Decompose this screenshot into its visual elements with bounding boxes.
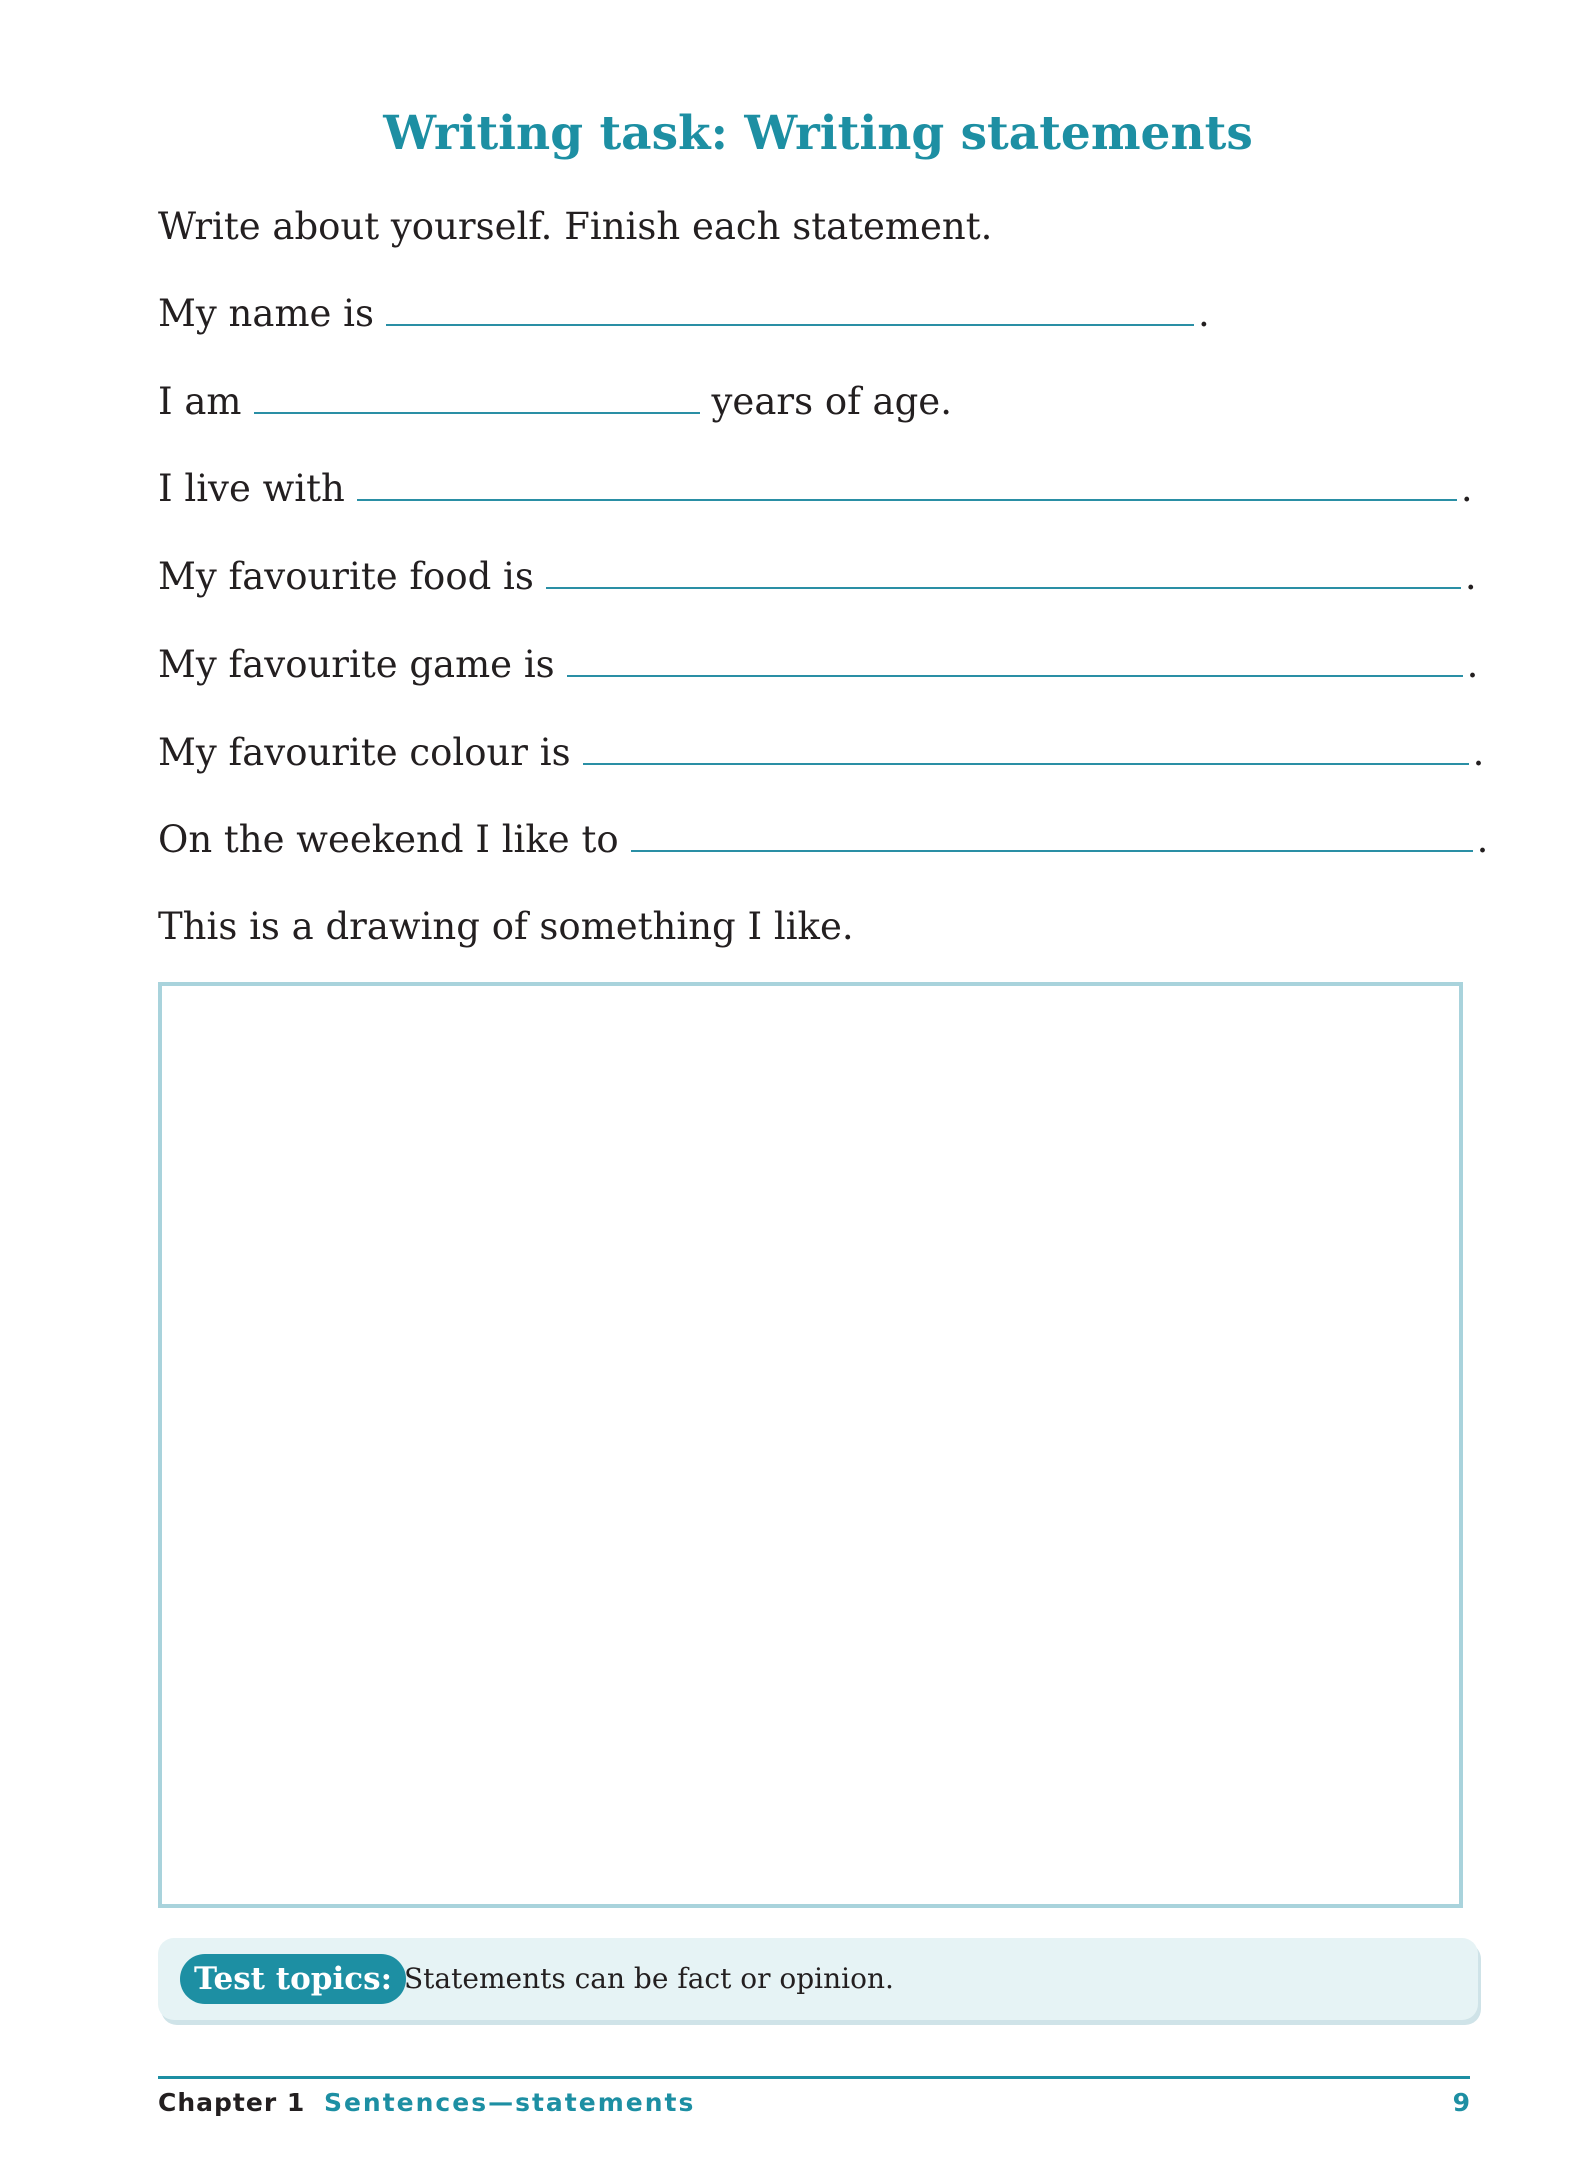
answer-line-name[interactable]	[386, 323, 1194, 326]
page-title: Writing task: Writing statements	[383, 106, 1253, 161]
statement-suffix: .	[1476, 818, 1489, 861]
drawing-prompt	[158, 905, 854, 955]
statement-game	[158, 643, 1478, 693]
statement-suffix: .	[1198, 292, 1210, 335]
statement-prefix: My favourite food is	[158, 555, 534, 598]
statement-live-with	[158, 467, 1473, 517]
statement-prefix: On the weekend I like to	[158, 818, 619, 861]
test-topics-text: Statements can be fact or opinion.	[404, 1962, 894, 1995]
statement-age	[158, 380, 952, 430]
drawing-prompt-text: This is a drawing of something I like.	[158, 905, 854, 948]
statement-suffix: years of age.	[711, 380, 952, 423]
statement-name	[158, 292, 1210, 342]
answer-line-live-with[interactable]	[357, 498, 1457, 501]
test-topics-bar	[158, 1938, 1478, 2020]
answer-line-age[interactable]	[254, 411, 700, 414]
answer-line-colour[interactable]	[583, 762, 1469, 765]
statement-prefix: I am	[158, 380, 242, 423]
statement-weekend	[158, 818, 1488, 868]
statement-suffix: .	[1460, 467, 1473, 510]
page-number: 9	[1452, 2088, 1470, 2117]
instruction-text: Write about yourself. Finish each statement.	[158, 205, 993, 248]
page-footer	[158, 2088, 1470, 2128]
statement-prefix: My favourite game is	[158, 643, 555, 686]
test-topics-badge: Test topics:	[180, 1954, 406, 2004]
drawing-area[interactable]	[158, 982, 1463, 1908]
answer-line-game[interactable]	[567, 674, 1463, 677]
statement-suffix: .	[1466, 643, 1479, 686]
answer-line-weekend[interactable]	[631, 849, 1473, 852]
statement-colour	[158, 731, 1484, 781]
answer-line-food[interactable]	[546, 586, 1461, 589]
statement-food	[158, 555, 1477, 605]
footer-divider	[158, 2076, 1470, 2079]
statement-prefix: My favourite colour is	[158, 731, 571, 774]
statement-prefix: I live with	[158, 467, 345, 510]
statement-suffix: .	[1464, 555, 1477, 598]
statement-prefix: My name is	[158, 292, 375, 335]
footer-chapter: Chapter 1	[158, 2088, 306, 2117]
statement-suffix: .	[1472, 731, 1485, 774]
footer-topic: Sentences—statements	[323, 2088, 696, 2117]
